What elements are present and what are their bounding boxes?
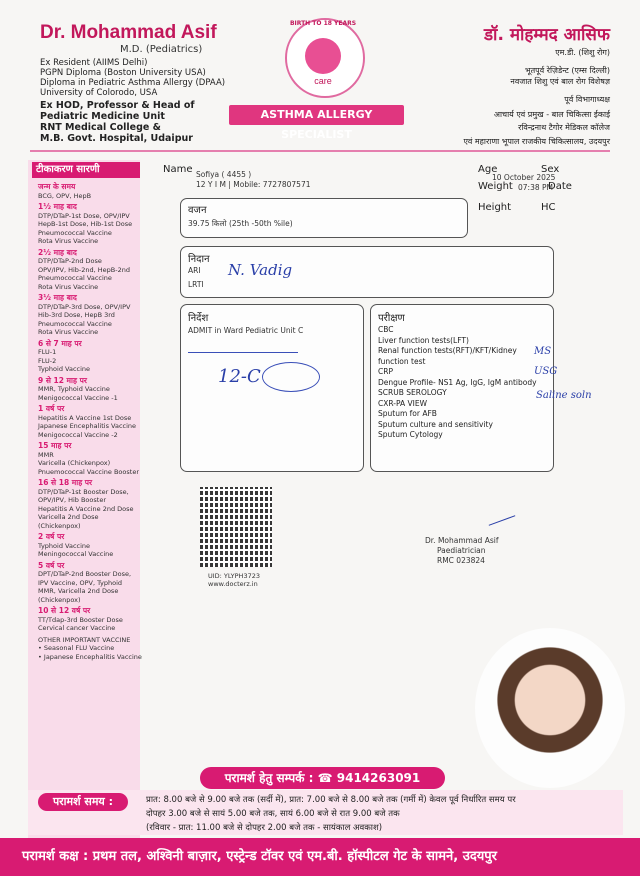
weight-value: 39.75 किलो (25th -50th %ile) — [188, 219, 293, 228]
signature-reg: RMC 023824 — [437, 556, 485, 565]
timing-line: (रविवार - प्रात: 11.00 बजे से दोपहर 2.00 बजे तक - सायंकाल अवकाश) — [146, 823, 383, 833]
vaccination-group-title: 6 से 7 माह पर — [38, 338, 82, 348]
visit-time: 07:38 PM — [518, 183, 553, 192]
vaccination-item: MMR, Typhoid Vaccine — [38, 385, 110, 393]
timing-text — [146, 793, 616, 835]
vaccination-item: FLU-2 — [38, 356, 57, 365]
signature-stroke — [489, 515, 516, 526]
vaccination-item: OPV/IPV, Hib Booster — [38, 496, 106, 504]
vaccination-item: DTP/DTaP-1st Dose, OPV/IPV — [38, 211, 130, 220]
logo-child-icon — [305, 38, 341, 74]
credential-hi-2: नवजात शिशु एवं बाल रोग विशेषज्ञ — [510, 77, 610, 86]
vaccination-item: MMR, Varicella 2nd Dose — [38, 587, 119, 595]
vaccination-group-title: 15 माह पर — [38, 441, 72, 450]
footer-text: परामर्श कक्ष : प्रथम तल, अश्विनी बाज़ार, एस्ट्रेन्ड टॉवर एवं एम.बी. हॉस्पीटल गेट के सामने, उदयपुर — [22, 849, 497, 864]
credential-line: PGPN Diploma (Boston University USA) — [40, 68, 206, 78]
degree-en: M.D. (Pediatrics) — [120, 44, 203, 55]
date-label: Date — [548, 181, 572, 192]
vaccination-item: DTP/DTaP-3rd Dose, OPV/IPV — [38, 302, 131, 311]
vaccination-item: • Seasonal FLU Vaccine — [38, 644, 115, 652]
vaccination-item: BCG, OPV, HepB — [38, 191, 92, 200]
test-item: SCRUB SEROLOGY — [378, 388, 447, 397]
role-line: RNT Medical College & — [40, 122, 161, 133]
role-hi-2: आचार्य एवं प्रमुख - बाल चिकित्सा ईकाई — [493, 110, 610, 119]
roles-en — [40, 100, 195, 144]
diagnosis-label: निदान — [188, 254, 210, 265]
credential-line: Diploma in Pediatric Asthma Allergy (DPAA) — [40, 78, 226, 88]
handwriting-circle — [262, 362, 320, 392]
test-item: CBC — [378, 325, 394, 334]
vaccination-group-title: 2½ माह बाद — [38, 247, 77, 257]
vaccination-item: • Japanese Encephalitis Vaccine — [38, 652, 142, 661]
vaccination-item: Cervical cancer Vaccine — [38, 624, 116, 632]
role-hi-4: एवं महाराणा भूपाल राजकीय चिकित्सालय, उदयपुर — [463, 137, 610, 146]
test-item: CXR-PA VIEW — [378, 398, 428, 408]
vaccination-item: Rota Virus Vaccine — [38, 237, 99, 245]
signature-title: Paediatrician — [437, 546, 486, 555]
vaccination-item: DPT/DTaP-2nd Booster Dose, — [38, 570, 132, 578]
test-item: Dengue Profile- NS1 Ag, IgG, IgM antibody — [378, 377, 537, 387]
tests-handwriting-1: MS — [534, 346, 552, 357]
vaccination-item: Pnuemococcal Vaccine Booster — [38, 467, 139, 476]
role-line: Ex HOD, Professor & Head of — [40, 100, 195, 111]
vaccination-item: Meningococcal Vaccine — [38, 550, 114, 558]
vaccination-group-title: जन्म के समय — [38, 182, 76, 191]
qr-uid: UID: YLYPH3723 — [208, 572, 260, 580]
test-item: Liver function tests(LFT) — [378, 335, 469, 345]
patient-details: 12 Y I M | Mobile: 7727807571 — [196, 180, 311, 189]
degree-hi: एम.डी. (शिशु रोग) — [555, 48, 610, 57]
vaccination-item: FLU-1 — [38, 348, 57, 356]
doctor-name-en: Dr. Mohammad Asif — [40, 22, 217, 43]
vaccination-item: Hib-3rd Dose, HepB 3rd — [38, 311, 115, 319]
header-divider — [30, 150, 610, 152]
vaccination-group-title: 10 से 12 वर्ष पर — [38, 606, 91, 615]
contact-label: परामर्श हेतु सम्पर्क : — [224, 771, 314, 785]
vaccination-item: Rota Virus Vaccine — [38, 282, 99, 291]
weight-box — [180, 198, 468, 238]
timing-label: परामर्श समय : — [38, 793, 128, 811]
vaccination-item: (Chickenpox) — [38, 595, 81, 604]
age-label: Age — [478, 164, 498, 175]
test-item: Sputum culture and sensitivity — [378, 419, 493, 429]
vaccination-item: TT/Tdap-3rd Booster Dose — [38, 615, 123, 624]
diagnosis-item: LRTI — [188, 280, 204, 289]
diagnosis-handwriting: N. Vadig — [228, 261, 293, 279]
test-item: Renal function tests(RFT)/KFT/Kidney function test — [378, 346, 517, 366]
tests-handwriting-3: Saline soln — [536, 390, 592, 401]
footer-address — [0, 838, 640, 876]
vaccination-item: IPV Vaccine, OPV, Typhoid — [38, 578, 123, 587]
credential-line: Ex Resident (AIIMS Delhi) — [40, 58, 148, 68]
sex-label: Sex — [541, 164, 560, 175]
vaccination-item: Pneumococcal Vaccine — [38, 274, 112, 282]
contact-bar — [200, 767, 445, 789]
height-label: Height — [478, 202, 512, 213]
vaccination-item: Menigococcal Vaccine -2 — [38, 430, 118, 439]
test-item: CRP — [378, 367, 393, 376]
vaccination-item: Menigococcal Vaccine -1 — [38, 393, 118, 402]
vaccination-item: Hepatitis A Vaccine 1st Dose — [38, 413, 132, 422]
specialty-banner: ASTHMA ALLERGY SPECIALIST — [229, 105, 404, 125]
name-label: Name — [163, 164, 193, 175]
vaccination-group-title: 9 से 12 माह पर — [38, 375, 87, 385]
vaccination-spacer — [38, 661, 142, 664]
instructions-text: ADMIT in Ward Pediatric Unit C — [188, 326, 304, 335]
timing-line: दोपहर 3.00 बजे से सायं 5.00 बजे तक, सायं 6.00 बजे से रात 9.00 बजे तक — [146, 809, 400, 819]
vaccination-item: Varicella 2nd Dose (Chickenpox) — [38, 513, 99, 530]
credential-line: University of Colorodo, USA — [40, 88, 158, 98]
role-hi-3: रविन्द्रनाथ टैगोर मेडिकल कॉलेज — [518, 123, 610, 132]
vaccination-list — [38, 183, 142, 664]
phone-icon: ☎ — [317, 771, 333, 785]
vaccination-item: OTHER IMPORTANT VACCINE — [38, 635, 131, 644]
vaccination-group-title: 3½ माह बाद — [38, 293, 77, 302]
credential-hi-1: भूतपूर्व रेज़िडेन्ट (एम्स दिल्ली) — [524, 66, 610, 75]
vaccination-group-title: 2 वर्ष पर — [38, 532, 65, 541]
weight-label: Weight — [478, 181, 513, 192]
instructions-label: निर्देश — [188, 313, 209, 324]
patient-name: Sofiya ( 4455 ) — [196, 170, 252, 179]
weight-box-label: वजन — [188, 205, 207, 216]
vaccination-item: Pneumococcal Vaccine — [38, 319, 112, 328]
qr-site: www.docterz.in — [208, 580, 258, 588]
vaccination-item: HepB-1st Dose, Hib-1st Dose — [38, 220, 133, 228]
role-hi-1: पूर्व विभागाध्यक्ष — [564, 95, 610, 104]
vaccination-group-title: 1 वर्ष पर — [38, 404, 65, 413]
test-item: Sputum Cytology — [378, 430, 443, 439]
doctor-name-hi: डॉ. मोहम्मद आसिफ — [483, 25, 610, 45]
vaccination-item: Hepatitis A Vaccine 2nd Dose — [38, 504, 134, 513]
hc-label: HC — [541, 202, 556, 213]
child-photo — [475, 628, 625, 788]
instructions-handwriting: 12-C — [218, 366, 261, 387]
role-line: Pediatric Medicine Unit — [40, 111, 165, 122]
diagnosis-item: ARI — [188, 266, 201, 275]
timing-line: प्रात: 8.00 बजे से 9.00 बजे तक (सर्दी में), प्रात: 7.00 बजे से 8.00 बजे तक (गर्मी में) केवल पूर्व निर्धारित समय पर — [146, 795, 516, 805]
vaccination-item: Varicella (Chickenpox) — [38, 459, 111, 467]
vaccination-item: Typhoid Vaccine — [38, 365, 91, 373]
tests-handwriting-2: USG — [534, 366, 558, 377]
contact-phone[interactable]: 9414263091 — [336, 771, 421, 785]
test-item: Sputum for AFB — [378, 409, 437, 418]
logo-care-text: care — [314, 76, 332, 86]
vaccination-group-title: 5 वर्ष पर — [38, 560, 65, 570]
logo-top-text: BIRTH TO 18 YEARS — [289, 20, 357, 27]
tests-label: परीक्षण — [378, 313, 405, 324]
vaccination-item: OPV/IPV, Hib-2nd, HepB-2nd — [38, 265, 130, 274]
visit-date: 10 October 2025 — [492, 173, 556, 182]
vaccination-item: DTP/DTaP-2nd Dose — [38, 257, 102, 265]
vaccination-item: Pneumococcal Vaccine — [38, 228, 112, 237]
vaccination-item: DTP/DTaP-1st Booster Dose, — [38, 487, 129, 496]
vaccination-item: Japanese Encephalitis Vaccine — [38, 422, 137, 430]
vaccination-item: Rota Virus Vaccine — [38, 328, 99, 336]
vaccination-group-title: 16 से 18 माह पर — [38, 478, 93, 487]
credentials-en — [40, 58, 225, 98]
vaccination-item: MMR — [38, 450, 54, 459]
vaccination-title: टीकाकरण सारणी — [32, 162, 140, 178]
vaccination-group-title: 1½ माह बाद — [38, 202, 77, 211]
signature-name: Dr. Mohammad Asif — [425, 536, 499, 545]
vaccination-item: Typhoid Vaccine — [38, 541, 91, 550]
role-line: M.B. Govt. Hospital, Udaipur — [40, 133, 193, 144]
tests-list — [378, 325, 548, 441]
handwriting-stroke — [188, 352, 298, 353]
qr-code-overlay — [200, 487, 272, 567]
